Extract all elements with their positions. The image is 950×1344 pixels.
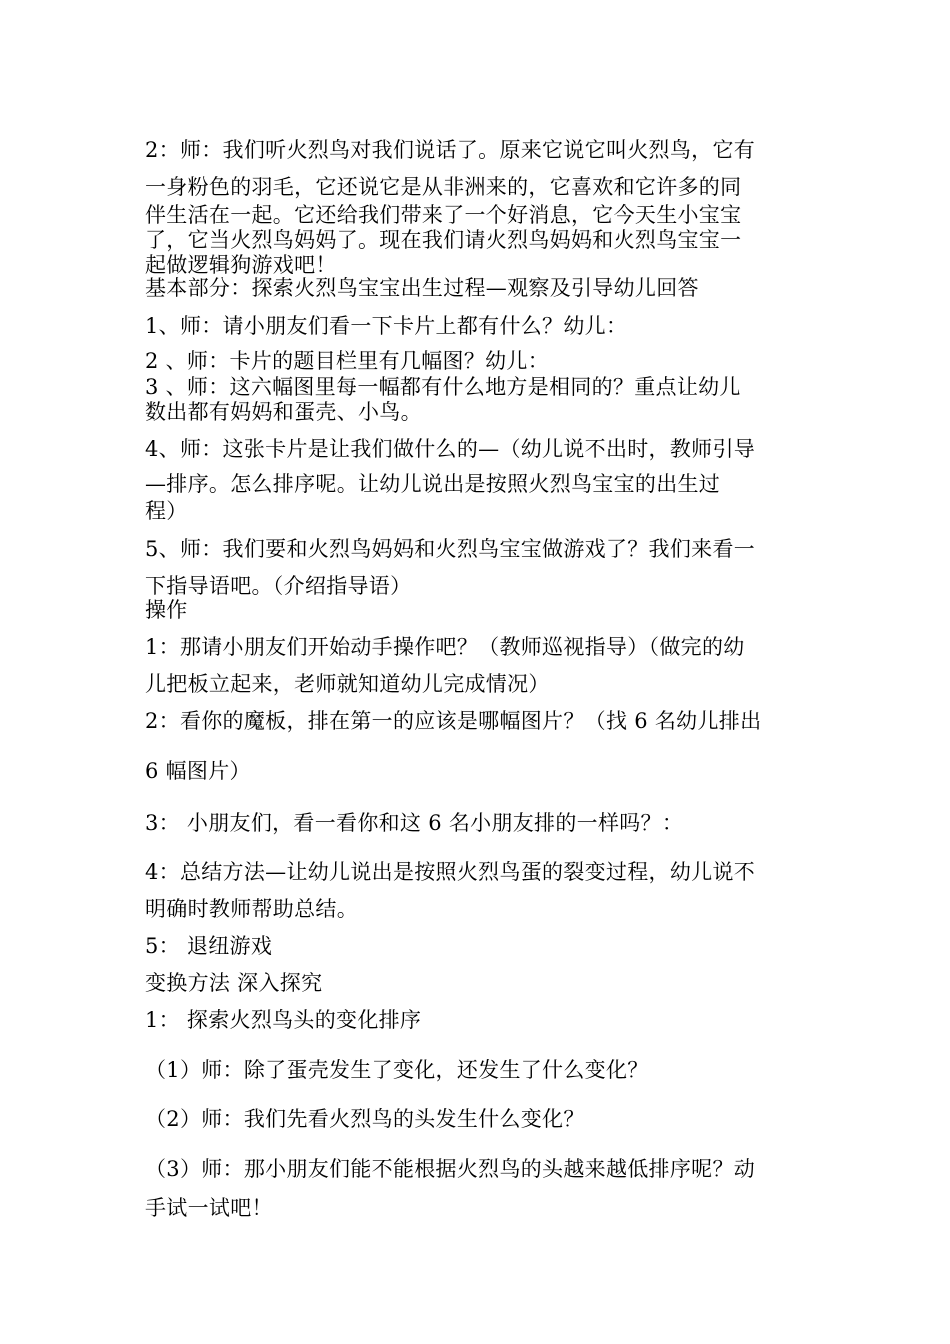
text-line: 一身粉色的羽毛，它还说它是从非洲来的，它喜欢和它许多的同: [145, 175, 742, 199]
text-line: 1：那请小朋友们开始动手操作吧？（教师巡视指导）（做完的幼: [145, 635, 745, 659]
section-heading: 基本部分：探索火烈鸟宝宝出生过程—观察及引导幼儿回答: [145, 276, 699, 300]
text-line: 2：看你的魔板，排在第一的应该是哪幅图片？（找 6 名幼儿排出: [145, 709, 762, 733]
text-line: 明确时教师帮助总结。: [145, 897, 358, 921]
text-line: 了，它当火烈鸟妈妈了。现在我们请火烈鸟妈妈和火烈鸟宝宝一: [145, 228, 742, 252]
text-line: 5： 退纽游戏: [145, 934, 273, 958]
text-line: 2 、师：卡片的题目栏里有几幅图？幼儿：: [145, 349, 550, 373]
text-line: 程）: [145, 499, 188, 523]
text-line: 4：总结方法—让幼儿说出是按照火烈鸟蛋的裂变过程，幼儿说不: [145, 860, 756, 884]
text-line: 4、师：这张卡片是让我们做什么的—（幼儿说不出时，教师引导: [145, 437, 756, 461]
text-line: （3）师：那小朋友们能不能根据火烈鸟的头越来越低排序呢？动: [145, 1157, 756, 1181]
text-line: 3： 小朋友们，看一看你和这 6 名小朋友排的一样吗？：: [145, 811, 684, 835]
section-heading: 变换方法 深入探究: [145, 971, 323, 995]
text-line: （2）师：我们先看火烈鸟的头发生什么变化？: [145, 1107, 585, 1131]
text-line: （1）师：除了蛋壳发生了变化，还发生了什么变化？: [145, 1058, 649, 1082]
text-line: —排序。怎么排序呢。让幼儿说出是按照火烈鸟宝宝的出生过: [145, 472, 721, 496]
text-line: 5、师：我们要和火烈鸟妈妈和火烈鸟宝宝做游戏了？我们来看一: [145, 537, 756, 561]
text-line: 2：师：我们听火烈鸟对我们说话了。原来它说它叫火烈鸟，它有: [145, 138, 756, 162]
text-line: 数出都有妈妈和蛋壳、小鸟。: [145, 400, 422, 424]
text-line: 下指导语吧。（介绍指导语）: [145, 574, 412, 598]
text-line: 3 、师：这六幅图里每一幅都有什么地方是相同的？重点让幼儿: [145, 375, 741, 399]
section-heading: 操作: [145, 598, 188, 622]
text-line: 1： 探索火烈鸟头的变化排序: [145, 1008, 422, 1032]
text-line: 1、师：请小朋友们看一下卡片上都有什么？幼儿：: [145, 314, 628, 338]
text-line: 伴生活在一起。它还给我们带来了一个好消息，它今天生小宝宝: [145, 203, 742, 227]
text-line: 儿把板立起来，老师就知道幼儿完成情况）: [145, 672, 550, 696]
text-line: 手试一试吧！: [145, 1196, 273, 1220]
text-line: 起做逻辑狗游戏吧！: [145, 253, 337, 277]
text-line: 6 幅图片）: [145, 759, 251, 783]
